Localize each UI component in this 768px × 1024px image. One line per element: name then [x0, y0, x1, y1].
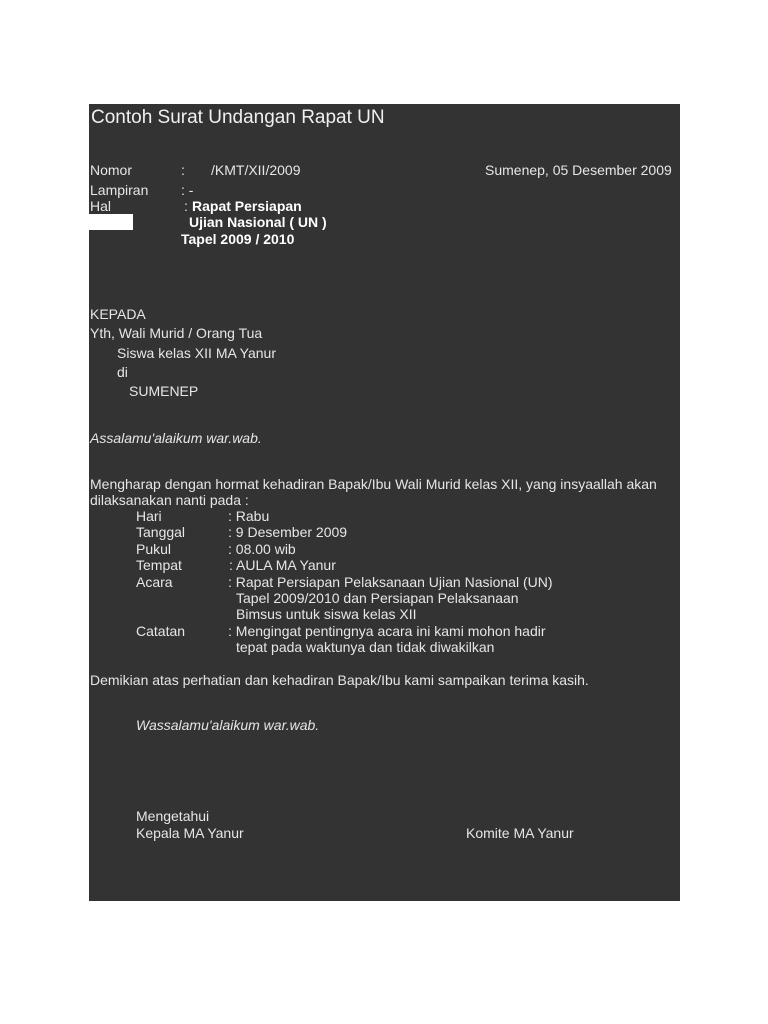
nomor-separator: :	[181, 162, 185, 178]
acara-label: Acara	[136, 574, 173, 590]
intro-line2: dilaksanakan nanti pada :	[90, 492, 249, 508]
hal-value-line2: Ujian Nasional ( UN )	[189, 214, 327, 230]
intro-line1: Mengharap dengan hormat kehadiran Bapak/Ibu Wali Murid kelas XII, yang insyaallah akan	[90, 476, 657, 492]
mengetahui-label: Mengetahui	[136, 808, 210, 824]
lampiran-value: : -	[181, 182, 194, 198]
redaction-box	[89, 214, 133, 230]
lampiran-label: Lampiran	[90, 182, 149, 198]
nomor-value: /KMT/XII/2009	[211, 162, 301, 178]
hal-value-line3: Tapel 2009 / 2010	[181, 231, 295, 247]
catatan-value-line2: tepat pada waktunya dan tidak diwakilkan	[236, 639, 495, 655]
catatan-label: Catatan	[136, 623, 186, 639]
kepala-signature: Kepala MA Yanur	[136, 825, 244, 841]
recipient-line1: Yth, Wali Murid / Orang Tua	[90, 325, 263, 341]
catatan-value-line1: : Mengingat pentingnya acara ini kami mohon hadir	[228, 623, 546, 639]
hari-value: : Rabu	[228, 508, 270, 524]
pukul-value: : 08.00 wib	[228, 541, 296, 557]
pukul-label: Pukul	[136, 541, 172, 557]
tempat-value: : AULA MA Yanur	[229, 557, 336, 573]
kepada-label: KEPADA	[90, 306, 146, 322]
tanggal-label: Tanggal	[136, 524, 186, 540]
hari-label: Hari	[136, 508, 162, 524]
acara-value-line3: Bimsus untuk siswa kelas XII	[236, 606, 417, 622]
acara-value-line1: : Rapat Persiapan Pelaksanaan Ujian Nasional (UN)	[228, 574, 553, 590]
hal-value-line1: Rapat Persiapan	[192, 198, 302, 214]
komite-signature: Komite MA Yanur	[466, 825, 574, 841]
recipient-line3: di	[117, 364, 128, 380]
nomor-label: Nomor	[90, 162, 133, 178]
recipient-line4: SUMENEP	[129, 383, 199, 399]
tanggal-value: : 9 Desember 2009	[228, 524, 348, 540]
acara-value-line2: Tapel 2009/2010 dan Persiapan Pelaksanaan	[236, 590, 519, 606]
place-date: Sumenep, 05 Desember 2009	[485, 162, 672, 178]
document-title: Contoh Surat Undangan Rapat UN	[91, 107, 385, 128]
hal-separator: :	[184, 198, 188, 214]
hal-label: Hal	[90, 198, 112, 214]
closing-text: Demikian atas perhatian dan kehadiran Bapak/Ibu kami sampaikan terima kasih.	[90, 672, 589, 688]
tempat-label: Tempat	[136, 557, 182, 573]
greeting: Assalamu'alaikum war.wab.	[90, 430, 262, 446]
recipient-line2: Siswa kelas XII MA Yanur	[117, 345, 276, 361]
salam-penutup: Wassalamu'alaikum war.wab.	[136, 717, 320, 733]
